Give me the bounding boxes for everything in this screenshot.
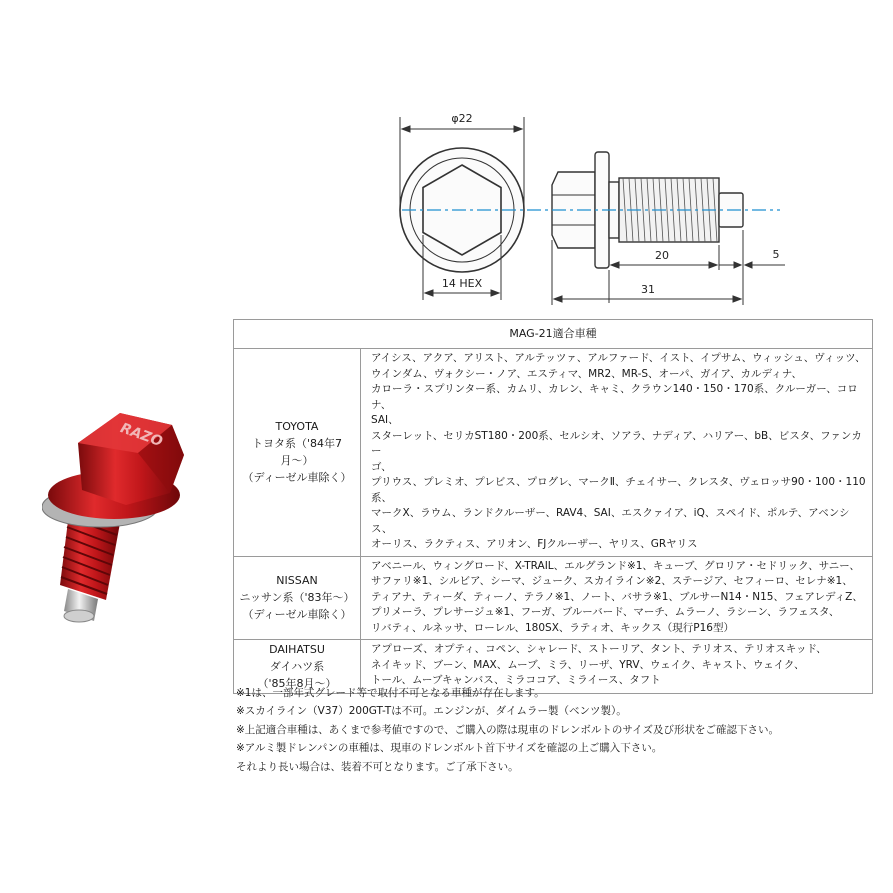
bolt-dimension-drawing xyxy=(380,95,800,310)
maker-line: （ディーゼル車除く） xyxy=(242,471,352,485)
maker-line: TOYOTA xyxy=(275,420,319,434)
diameter-label: φ22 xyxy=(451,112,473,125)
model-line: 系、 xyxy=(371,491,392,504)
total-length-label: 31 xyxy=(641,283,655,296)
maker-line: 月～） xyxy=(280,454,314,468)
model-line: サファリ※1、シルビア、シーマ、ジューク、スカイライン※2、ステージア、セフィーロ、セレナ※1、 xyxy=(371,575,853,587)
model-line: トール、ムーブキャンバス、ミラココア、ミライース、タフト xyxy=(371,674,661,686)
product-logo: RAZO xyxy=(118,420,165,451)
table-row-nissan xyxy=(234,556,873,640)
product-image xyxy=(42,395,202,625)
note-line: ※上記適合車種は、あくまで参考値ですので、ご購入の際は現車のドレンボルトのサイズ及び形状をご確認下さい。 xyxy=(236,723,779,736)
table-row-toyota xyxy=(234,349,873,557)
note-line: ※スカイライン（V37）200GT-Tは不可。エンジンが、ダイムラー製（ベンツ製）。 xyxy=(236,705,627,718)
models-cell xyxy=(361,349,873,557)
model-line: プリウス、プレミオ、プレビス、プログレ、マークⅡ、チェイサー、クレスタ、ヴェロッサ90・100・110 xyxy=(371,476,866,488)
compatibility-table xyxy=(233,319,873,694)
model-line: ウインダム、ヴォクシー・ノア、エスティマ、MR2、MR-S、オーパ、ガイア、カルディナ、 xyxy=(371,367,802,380)
note-line: ※1は、一部年式グレード等で取付不可となる車種が存在します。 xyxy=(236,687,545,699)
tip-length-dimension xyxy=(719,230,785,305)
maker-line: NISSAN xyxy=(276,574,318,588)
models-cell xyxy=(361,556,873,640)
hex-label: 14 HEX xyxy=(441,277,483,290)
model-line: ネイキッド、ブーン、MAX、ムーブ、ミラ、リーザ、YRV、ウェイク、キャスト、ウェイク、 xyxy=(371,658,805,671)
maker-cell xyxy=(234,556,361,640)
model-line: プリメーラ、プレサージュ※1、フーガ、ブルーバード、マーチ、ムラーノ、ラシーン、ラフェスタ、 xyxy=(371,606,840,618)
maker-line: ニッサン系（'83年～） xyxy=(239,591,355,605)
model-line: SAI、 xyxy=(371,414,399,426)
model-line: オーリス、ラクティス、アリオン、FJクルーザー、ヤリス、GRヤリス xyxy=(371,538,698,550)
model-line: アイシス、アクア、アリスト、アルテッツァ、アルファード、イスト、イプサム、ウィッシュ、ヴィッツ、 xyxy=(371,352,866,364)
technical-drawing xyxy=(380,95,800,310)
maker-line: DAIHATSU xyxy=(269,643,325,656)
model-line: ゴ、 xyxy=(371,460,392,473)
maker-line: （'85年8月～） xyxy=(257,677,337,690)
note-line: ※アルミ製ドレンパンの車種は、現車のドレンボルト首下サイズを確認の上ご購入下さい。 xyxy=(236,742,663,755)
red-drain-bolt-illustration xyxy=(42,395,202,625)
thread-length-label: 20 xyxy=(655,249,669,262)
maker-cell xyxy=(234,349,361,557)
maker-line: （ディーゼル車除く） xyxy=(242,608,352,622)
model-line: カローラ・スプリンター系、カムリ、カレン、キャミ、クラウン140・150・170系、クルーガー、コロナ、 xyxy=(371,383,858,411)
model-line: ティアナ、ティーダ、ティーノ、テラノ※1、ノート、バサラ※1、ブルサーN14・N15、フェアレディZ、 xyxy=(371,590,863,603)
model-line: マークX、ラウム、ランドクルーザー、RAV4、SAI、エスクァイア、iQ、スペイド、ポルテ、アベンシス、 xyxy=(371,507,850,535)
model-line: アベニール、ウィングロード、X-TRAIL、エルグランド※1、キューブ、グロリア・セドリック、サニー、 xyxy=(371,559,860,572)
maker-line: トヨタ系（'84年7 xyxy=(251,437,343,451)
maker-line: ダイハツ系 xyxy=(269,660,325,673)
note-line: それより長い場合は、装着不可となります。ご了承下さい。 xyxy=(236,760,519,773)
model-line: スターレット、セリカST180・200系、セルシオ、ソアラ、ナディア、ハリアー、bB、ビスタ、ファンカー xyxy=(371,429,862,457)
model-line: アプローズ、オプティ、コペン、シャレード、ストーリア、タント、テリオス、テリオスキッド、 xyxy=(371,643,827,655)
model-line: リバティ、ルネッサ、ローレル、180SX、ラティオ、キックス（現行P16型） xyxy=(371,621,734,634)
tip-length-label: 5 xyxy=(772,248,780,261)
table-title: MAG-21適合車種 xyxy=(234,320,873,349)
notes-section xyxy=(236,684,876,776)
